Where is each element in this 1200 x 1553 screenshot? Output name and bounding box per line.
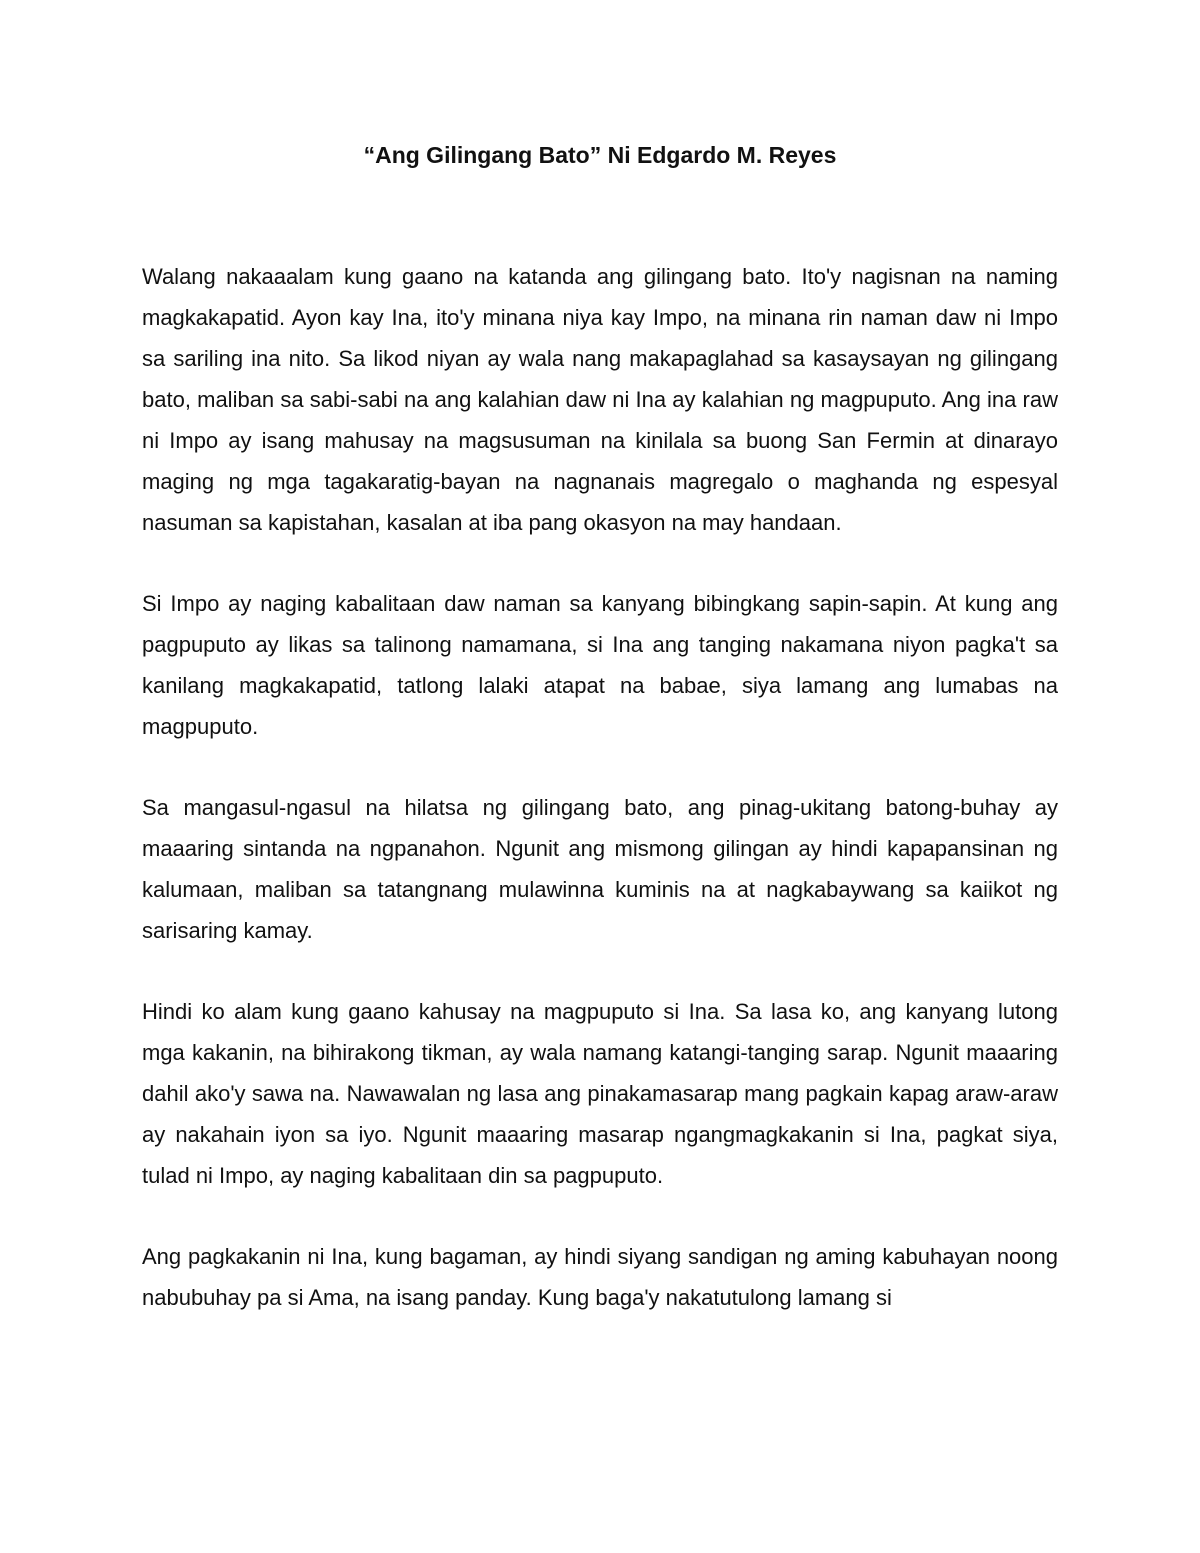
paragraph: Si Impo ay naging kabalitaan daw naman sa kanyang bibingkang sapin-sapin. At kung ang pagpuputo ay likas sa talinong namamana, si Ina ang tanging nakamana niyon pagka't sa kanilang magkakapatid, tatlong lalaki atapat na babae, siya lamang ang lumabas na magpuputo. [142,591,1058,739]
paragraph: Walang nakaaalam kung gaano na katanda ang gilingang bato. Ito'y nagisnan na naming magkakapatid. Ayon kay Ina, ito'y minana niya kay Impo, na minana rin naman daw ni Impo sa sariling ina nito. Sa likod niyan ay wala nang makapaglahad sa kasaysayan ng gilingang bato, maliban sa sabi-sabi na ang kalahian daw ni Ina ay kalahian ng magpuputo. Ang ina raw ni Impo ay isang mahusay na magsusuman na kinilala sa buong San Fermin at dinarayo maging ng mga tagakaratig-bayan na nagnanais magregalo o maghanda ng espesyal nasuman sa kapistahan, kasalan at iba pang okasyon na may handaan. [142,264,1058,535]
paragraph: Ang pagkakanin ni Ina, kung bagaman, ay hindi siyang sandigan ng aming kabuhayan noong nabubuhay pa si Ama, na isang panday. Kung baga'y nakatutulong lamang si [142,1244,1058,1310]
document-body [142,256,1058,1358]
paragraph: Sa mangasul-ngasul na hilatsa ng gilingang bato, ang pinag-ukitang batong-buhay ay maaaring sintanda na ngpanahon. Ngunit ang mismong gilingan ay hindi kapapansinan ng kalumaan, maliban sa tatangnang mulawinna kuminis na at nagkabaywang sa kaiikot ng sarisaring kamay. [142,795,1058,943]
document-title: “Ang Gilingang Bato” Ni Edgardo M. Reyes [363,142,837,168]
paragraph: Hindi ko alam kung gaano kahusay na magpuputo si Ina. Sa lasa ko, ang kanyang lutong mga kakanin, na bihirakong tikman, ay wala namang katangi-tanging sarap. Ngunit maaaring dahil ako'y sawa na. Nawawalan ng lasa ang pinakamasarap mang pagkain kapag araw-araw ay nakahain iyon sa iyo. Ngunit maaaring masarap ngangmagkakanin si Ina, pagkat siya, tulad ni Impo, ay naging kabalitaan din sa pagpuputo. [142,999,1058,1188]
